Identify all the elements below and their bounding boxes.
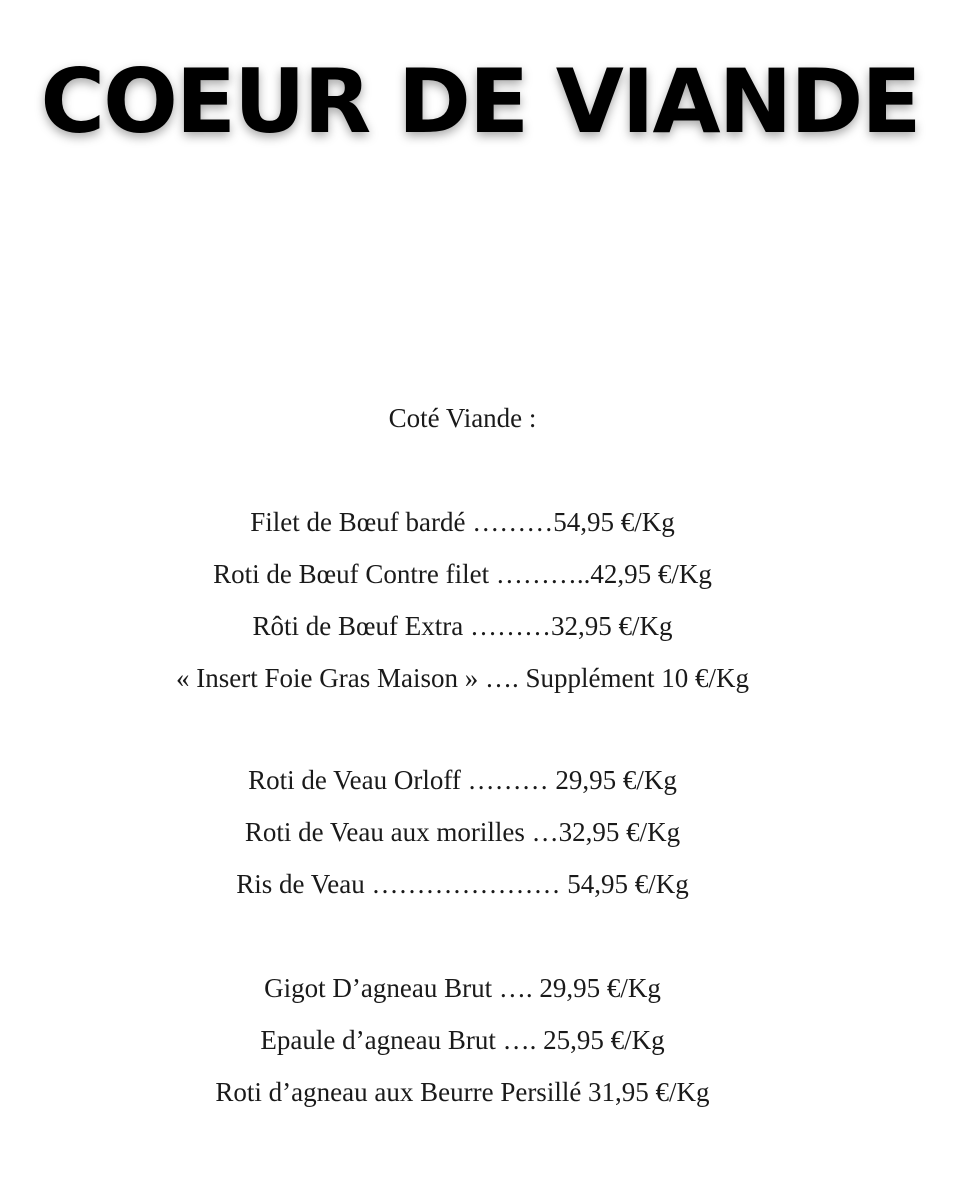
section-heading: Coté Viande : — [388, 403, 537, 433]
menu-item-roti-veau-morilles: Roti de Veau aux morilles …32,95 €/Kg — [244, 817, 681, 847]
menu-item-epaule-agneau: Epaule d’agneau Brut …. 25,95 €/Kg — [260, 1025, 665, 1055]
menu-item-roti-veau-orloff: Roti de Veau Orloff ……… 29,95 €/Kg — [248, 765, 677, 795]
menu-item-gigot-agneau: Gigot D’agneau Brut …. 29,95 €/Kg — [264, 973, 661, 1003]
menu-item-roti-agneau-persille: Roti d’agneau aux Beurre Persillé 31,95 €/Kg — [215, 1077, 710, 1107]
menu-item-filet-boeuf: Filet de Bœuf bardé ………54,95 €/Kg — [250, 507, 675, 537]
page-title: COEUR DE VIANDE — [40, 50, 920, 153]
menu-item-roti-boeuf-extra: Rôti de Bœuf Extra ………32,95 €/Kg — [252, 611, 673, 641]
menu-item-roti-contre-filet: Roti de Bœuf Contre filet ………..42,95 €/Kg — [213, 559, 712, 589]
menu-item-insert-foie-gras: « Insert Foie Gras Maison » …. Supplément 10 €/Kg — [176, 663, 749, 693]
menu-item-ris-de-veau: Ris de Veau ………………… 54,95 €/Kg — [236, 869, 689, 899]
